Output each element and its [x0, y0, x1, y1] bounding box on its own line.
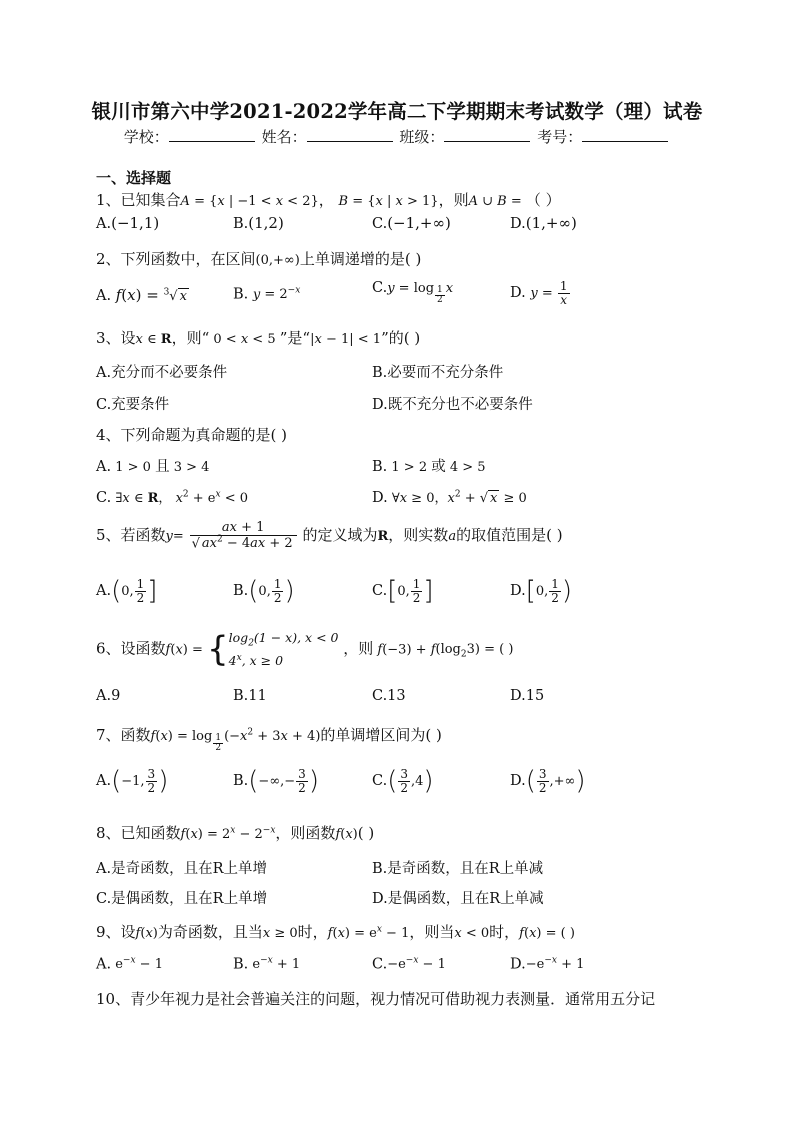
q9-b-label: B.: [233, 956, 249, 973]
question-3: 3、设x ∈ R，则“ 0 < x < 5 ”是“|x − 1| < 1”的( ): [96, 329, 421, 347]
q5-option-b[interactable]: B.(0, $\frac{1}{2}$ ): [233, 576, 295, 607]
section-heading: 一、选择题: [96, 169, 172, 187]
q5-option-d[interactable]: D.[0, $\frac{1}{2}$ ): [510, 576, 573, 607]
q4-b-or: 或: [431, 459, 446, 475]
q8-stem: 8、已知函数: [96, 824, 181, 842]
q3-stem-d: ”的( ): [381, 329, 421, 347]
q9-stem-c: 时，: [297, 923, 328, 941]
q5-a-label: A.: [96, 583, 112, 600]
q8-option-a[interactable]: A.是奇函数，且在R上单增: [96, 861, 267, 877]
q6-option-b[interactable]: B.11: [233, 688, 267, 704]
question-6: 6、设函数$f(x) = \{\log_2(1 - x)$, x < 0 4$^x$, x ≥ 0 ，则 $f(-3) + f(\log_23)$ = ( ): [96, 629, 514, 670]
q9-option-c[interactable]: $C.-e^{-x} - 1$: [372, 956, 446, 973]
q8-option-c[interactable]: C.是偶函数，且在R上单增: [96, 891, 268, 907]
q1-d-label: D.: [510, 216, 526, 232]
student-info-row: [0, 126, 794, 147]
q9-option-b[interactable]: B. $e^{-x} + 1$: [233, 956, 301, 973]
q3-option-b[interactable]: B.必要而不充分条件: [372, 365, 504, 381]
q2-b-label: B.: [233, 286, 249, 303]
q1-option-b[interactable]: B.(1,2): [233, 214, 284, 232]
q7-option-a[interactable]: A.(−1, $\frac{3}{2}$ ): [96, 766, 169, 797]
q8-stem-b: ，则函数: [275, 824, 336, 842]
q1-b-label: B.: [233, 216, 249, 232]
q7-option-c[interactable]: C.( $\frac{3}{2}$ ,4): [372, 766, 434, 797]
q7-stem: 7、函数: [96, 726, 151, 744]
q1-option-d[interactable]: D.(1,+∞): [510, 214, 577, 232]
number-label: 考号：: [537, 128, 583, 146]
q5-c-label: C.: [372, 583, 388, 600]
q5-stem-c: ，则实数: [388, 525, 449, 544]
q5-stem-d: 的取值范围是( ): [456, 525, 563, 544]
q9-stem-d: ，则当: [409, 923, 455, 941]
q2-stem-tail: 上单调递增的是( ): [299, 250, 422, 268]
q6-option-a[interactable]: A.9: [96, 688, 121, 704]
q1-a-label: A.: [96, 216, 112, 232]
q3-option-a[interactable]: A.充分而不必要条件: [96, 365, 228, 381]
q5-stem: 5、若函数: [96, 525, 166, 544]
q3-option-c[interactable]: C.充要条件: [96, 397, 170, 413]
q3-stem: 3、设: [96, 329, 136, 347]
q5-b-label: B.: [233, 583, 249, 600]
q2-a-label: A.: [96, 288, 112, 304]
q7-b-label: B.: [233, 773, 249, 790]
q7-a-label: A.: [96, 773, 112, 790]
q1-c-label: C.: [372, 216, 388, 232]
q5-d-label: D.: [510, 583, 526, 600]
q8-option-b[interactable]: B.是奇函数，且在R上单减: [372, 861, 544, 877]
name-label: 姓名：: [261, 128, 307, 146]
q4-b-label: B.: [372, 459, 388, 475]
school-label: 学校：: [123, 128, 169, 146]
q7-d-label: D.: [510, 773, 526, 790]
q1-stem-comma: ，: [318, 191, 334, 209]
q2-d-label: D.: [510, 285, 526, 302]
q5-option-c[interactable]: C.[0, $\frac{1}{2}$ ]: [372, 576, 434, 607]
q2-option-c[interactable]: C.y = log $\frac{1}{2}$ x: [372, 280, 454, 305]
q4-c-label: C.: [96, 490, 112, 506]
q4-a-and: 且: [155, 459, 170, 475]
q9-stem: 9、设: [96, 923, 136, 941]
school-blank[interactable]: [169, 129, 255, 142]
q5-option-a[interactable]: A.(0, $\frac{1}{2}$ ]: [96, 576, 158, 607]
q5-stem-b: 的定义域为: [302, 525, 378, 544]
q9-option-d[interactable]: $D.-e^{-x} + 1$: [510, 956, 585, 973]
q3-stem-c: ”是“: [279, 329, 311, 347]
q4-d-label: D.: [372, 490, 388, 506]
question-2: 2、下列函数中，在区间(0,+∞)上单调递增的是( ): [96, 250, 422, 268]
q6-option-d[interactable]: D.15: [510, 688, 545, 704]
q8-option-d[interactable]: D.是偶函数，且在R上单减: [372, 891, 544, 907]
q4-option-c[interactable]: C. ∃x ∈ R， $x^2 + e^x < 0$: [96, 489, 249, 506]
class-label: 班级：: [399, 128, 445, 146]
q6-option-c[interactable]: C.13: [372, 688, 406, 704]
q1-stem-paren: （ ）: [525, 191, 561, 209]
q1-option-c[interactable]: C.(−1,+∞): [372, 214, 451, 232]
q4-option-d[interactable]: D. ∀x ≥ 0，$x^2$ + √ x ≥ 0: [372, 489, 527, 506]
q9-a-label: A.: [96, 956, 112, 973]
q3-option-d[interactable]: D.既不充分也不必要条件: [372, 397, 533, 413]
q1-stem: 1、已知集合: [96, 191, 181, 209]
q9-stem-e: 时，: [489, 923, 520, 941]
question-10: 10、青少年视力是社会普遍关注的问题，视力情况可借助视力表测量．通常用五分记: [96, 990, 656, 1008]
q9-c-label: C.: [372, 956, 388, 973]
q6-stem-b: ，则: [343, 639, 374, 658]
q1-option-a[interactable]: A.(−1,1): [96, 214, 160, 232]
question-8: 8、已知函数$f(x) = 2^x - 2^{-x}$，则函数f(x)( ): [96, 824, 375, 842]
q4-a-label: A.: [96, 459, 112, 475]
question-9: 9、设f(x)为奇函数，且当x ≥ 0时，$f(x) = e^x - 1$，则当x < 0时，f(x) = ( ): [96, 923, 575, 941]
question-5: 5、若函数y= $\frac{ax + 1}{√ ax^2 - 4ax + 2}$ 的定义域为R，则实数a的取值范围是( ): [96, 520, 563, 551]
q2-option-d[interactable]: D. y = $\frac{1}{x}$: [510, 279, 568, 307]
question-1: 1、已知集合A = {x | −1 < x < 2}， B = {x | x > 1}，则A ∪ B = （ ）: [96, 191, 561, 209]
q2-stem: 2、下列函数中，在区间: [96, 250, 256, 268]
q3-stem-b: ，则“: [171, 329, 210, 347]
q7-option-d[interactable]: D.( $\frac{3}{2}$ ,+∞): [510, 766, 586, 797]
name-blank[interactable]: [307, 129, 393, 142]
q4-option-b[interactable]: B. 1 > 2 或 4 > 5: [372, 459, 486, 475]
question-4: 4、下列命题为真命题的是( ): [96, 426, 288, 444]
q2-option-b[interactable]: B. $y = 2^{-x}$: [233, 286, 301, 303]
q1-stem-then: ，则: [438, 191, 469, 209]
q7-stem-b: 的单调增区间为( ): [320, 726, 442, 744]
class-blank[interactable]: [444, 129, 530, 142]
number-blank[interactable]: [582, 129, 668, 142]
q9-stem-b: 为奇函数，且当: [157, 923, 263, 941]
question-7: 7、函数f(x) = log $\frac{1}{2}$ $(-x^2 + 3x + 4)$的单调增区间为( ): [96, 726, 442, 753]
q7-c-label: C.: [372, 773, 388, 790]
q6-stem: 6、设函数: [96, 639, 166, 658]
q9-d-label: D.: [510, 956, 526, 973]
q8-stem-c: ( ): [357, 824, 375, 842]
q2-option-a[interactable]: A. f(x) = $^3$√ x: [96, 286, 187, 304]
page-title: 银川市第六中学2021-2022学年高二下学期期末考试数学（理）试卷: [91, 100, 703, 123]
q4-option-a[interactable]: A. 1 > 0 且 3 > 4: [96, 459, 210, 475]
q7-option-b[interactable]: B.(−∞,− $\frac{3}{2}$ ): [233, 766, 319, 797]
q2-c-label: C.: [372, 280, 388, 296]
q9-option-a[interactable]: A. $e^{-x} - 1$: [96, 956, 163, 973]
